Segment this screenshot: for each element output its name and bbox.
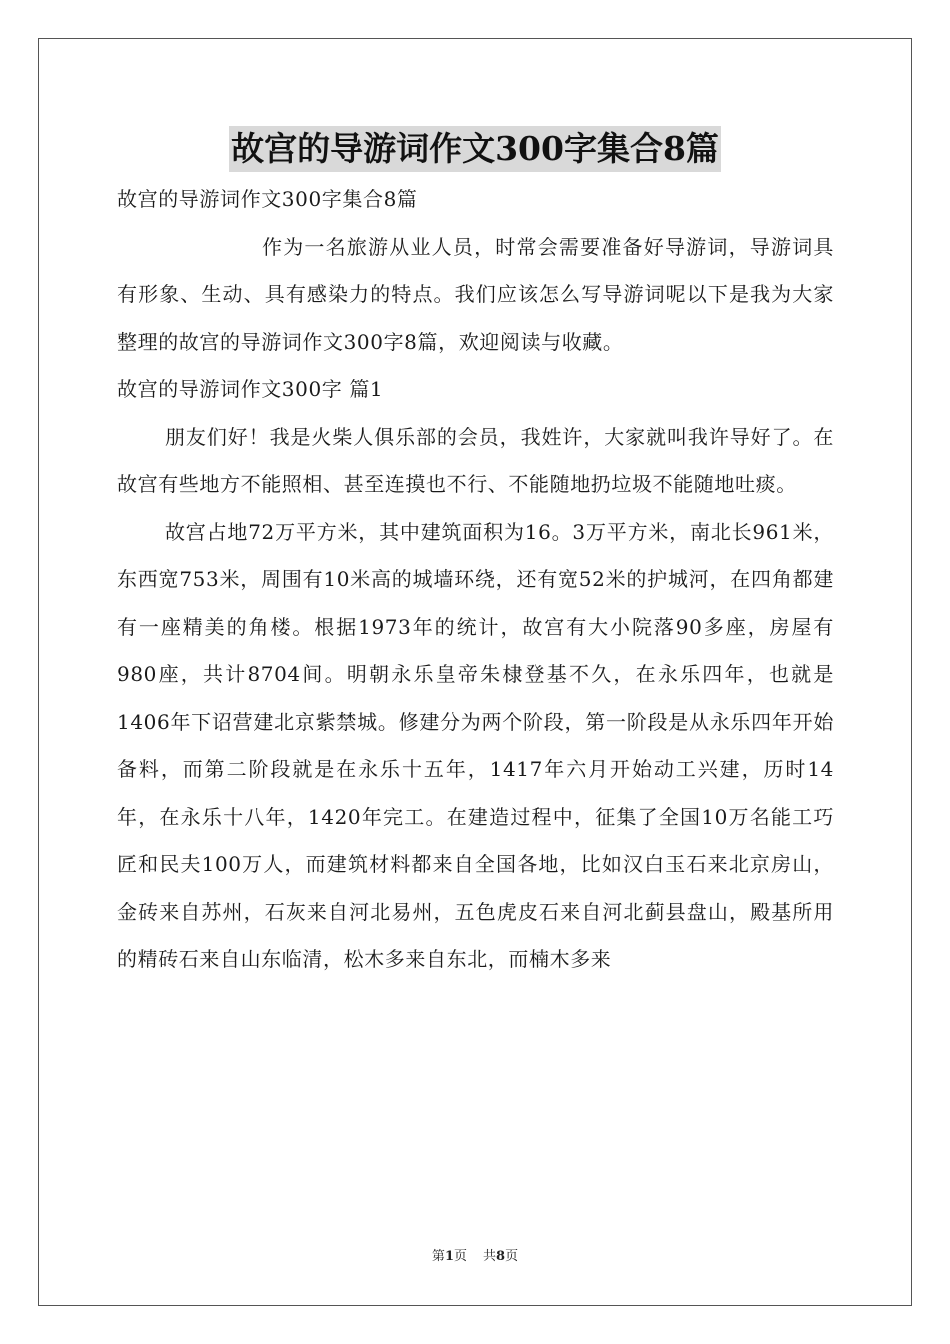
- current-page-number: 1: [444, 1249, 454, 1264]
- body-paragraph: 故宫占地72万平方米，其中建筑面积为16。3万平方米，南北长961米，东西宽753米，周围有10米高的城墙环绕，还有宽52米的护城河，在四角都建有一座精美的角楼。根据1973年的统计，故宫有大小院落90多座，房屋有980座，共计8704间。明朝永乐皇帝朱棣登基不久，在永乐四年，也就是1406年下诏营建北京紫禁城。修建分为两个阶段，第一阶段是从永乐四年开始备料，而第二阶段就是在永乐十五年，1417年六月开始动工兴建，历时14年，在永乐十八年，1420年完工。在建造过程中，征集了全国10万名能工巧匠和民夫100万人，而建筑材料都来自全国各地，比如汉白玉石来北京房山，金砖来自苏州，石灰来自河北易州，五色虎皮石来自河北蓟县盘山，殿基所用的精砖石来自山东临清，松木多来自东北，而楠木多来: [117, 519, 834, 971]
- page-prefix: 第: [431, 1249, 445, 1264]
- page-label: 页: [453, 1249, 467, 1264]
- total-prefix: 共: [483, 1249, 497, 1264]
- document-body: [117, 176, 834, 984]
- document-subtitle: 故宫的导游词作文300字集合8篇: [117, 187, 418, 211]
- title-area: [0, 126, 950, 172]
- intro-paragraph: 作为一名旅游从业人员，时常会需要准备好导游词，导游词具有形象、生动、具有感染力的特点。我们应该怎么写导游词呢以下是我为大家整理的故宫的导游词作文300字8篇，欢迎阅读与收藏。: [117, 234, 834, 354]
- body-paragraph: 朋友们好！我是火柴人俱乐部的会员，我姓许，大家就叫我许导好了。在故宫有些地方不能照相、甚至连摸也不行、不能随地扔垃圾不能随地吐痰。: [117, 424, 834, 496]
- section-heading: 故宫的导游词作文300字 篇1: [117, 377, 384, 401]
- total-label: 页: [505, 1249, 519, 1264]
- document-title: 故宫的导游词作文300字集合8篇: [229, 126, 721, 172]
- page-footer: [0, 1245, 950, 1264]
- total-page-count: 8: [496, 1249, 506, 1264]
